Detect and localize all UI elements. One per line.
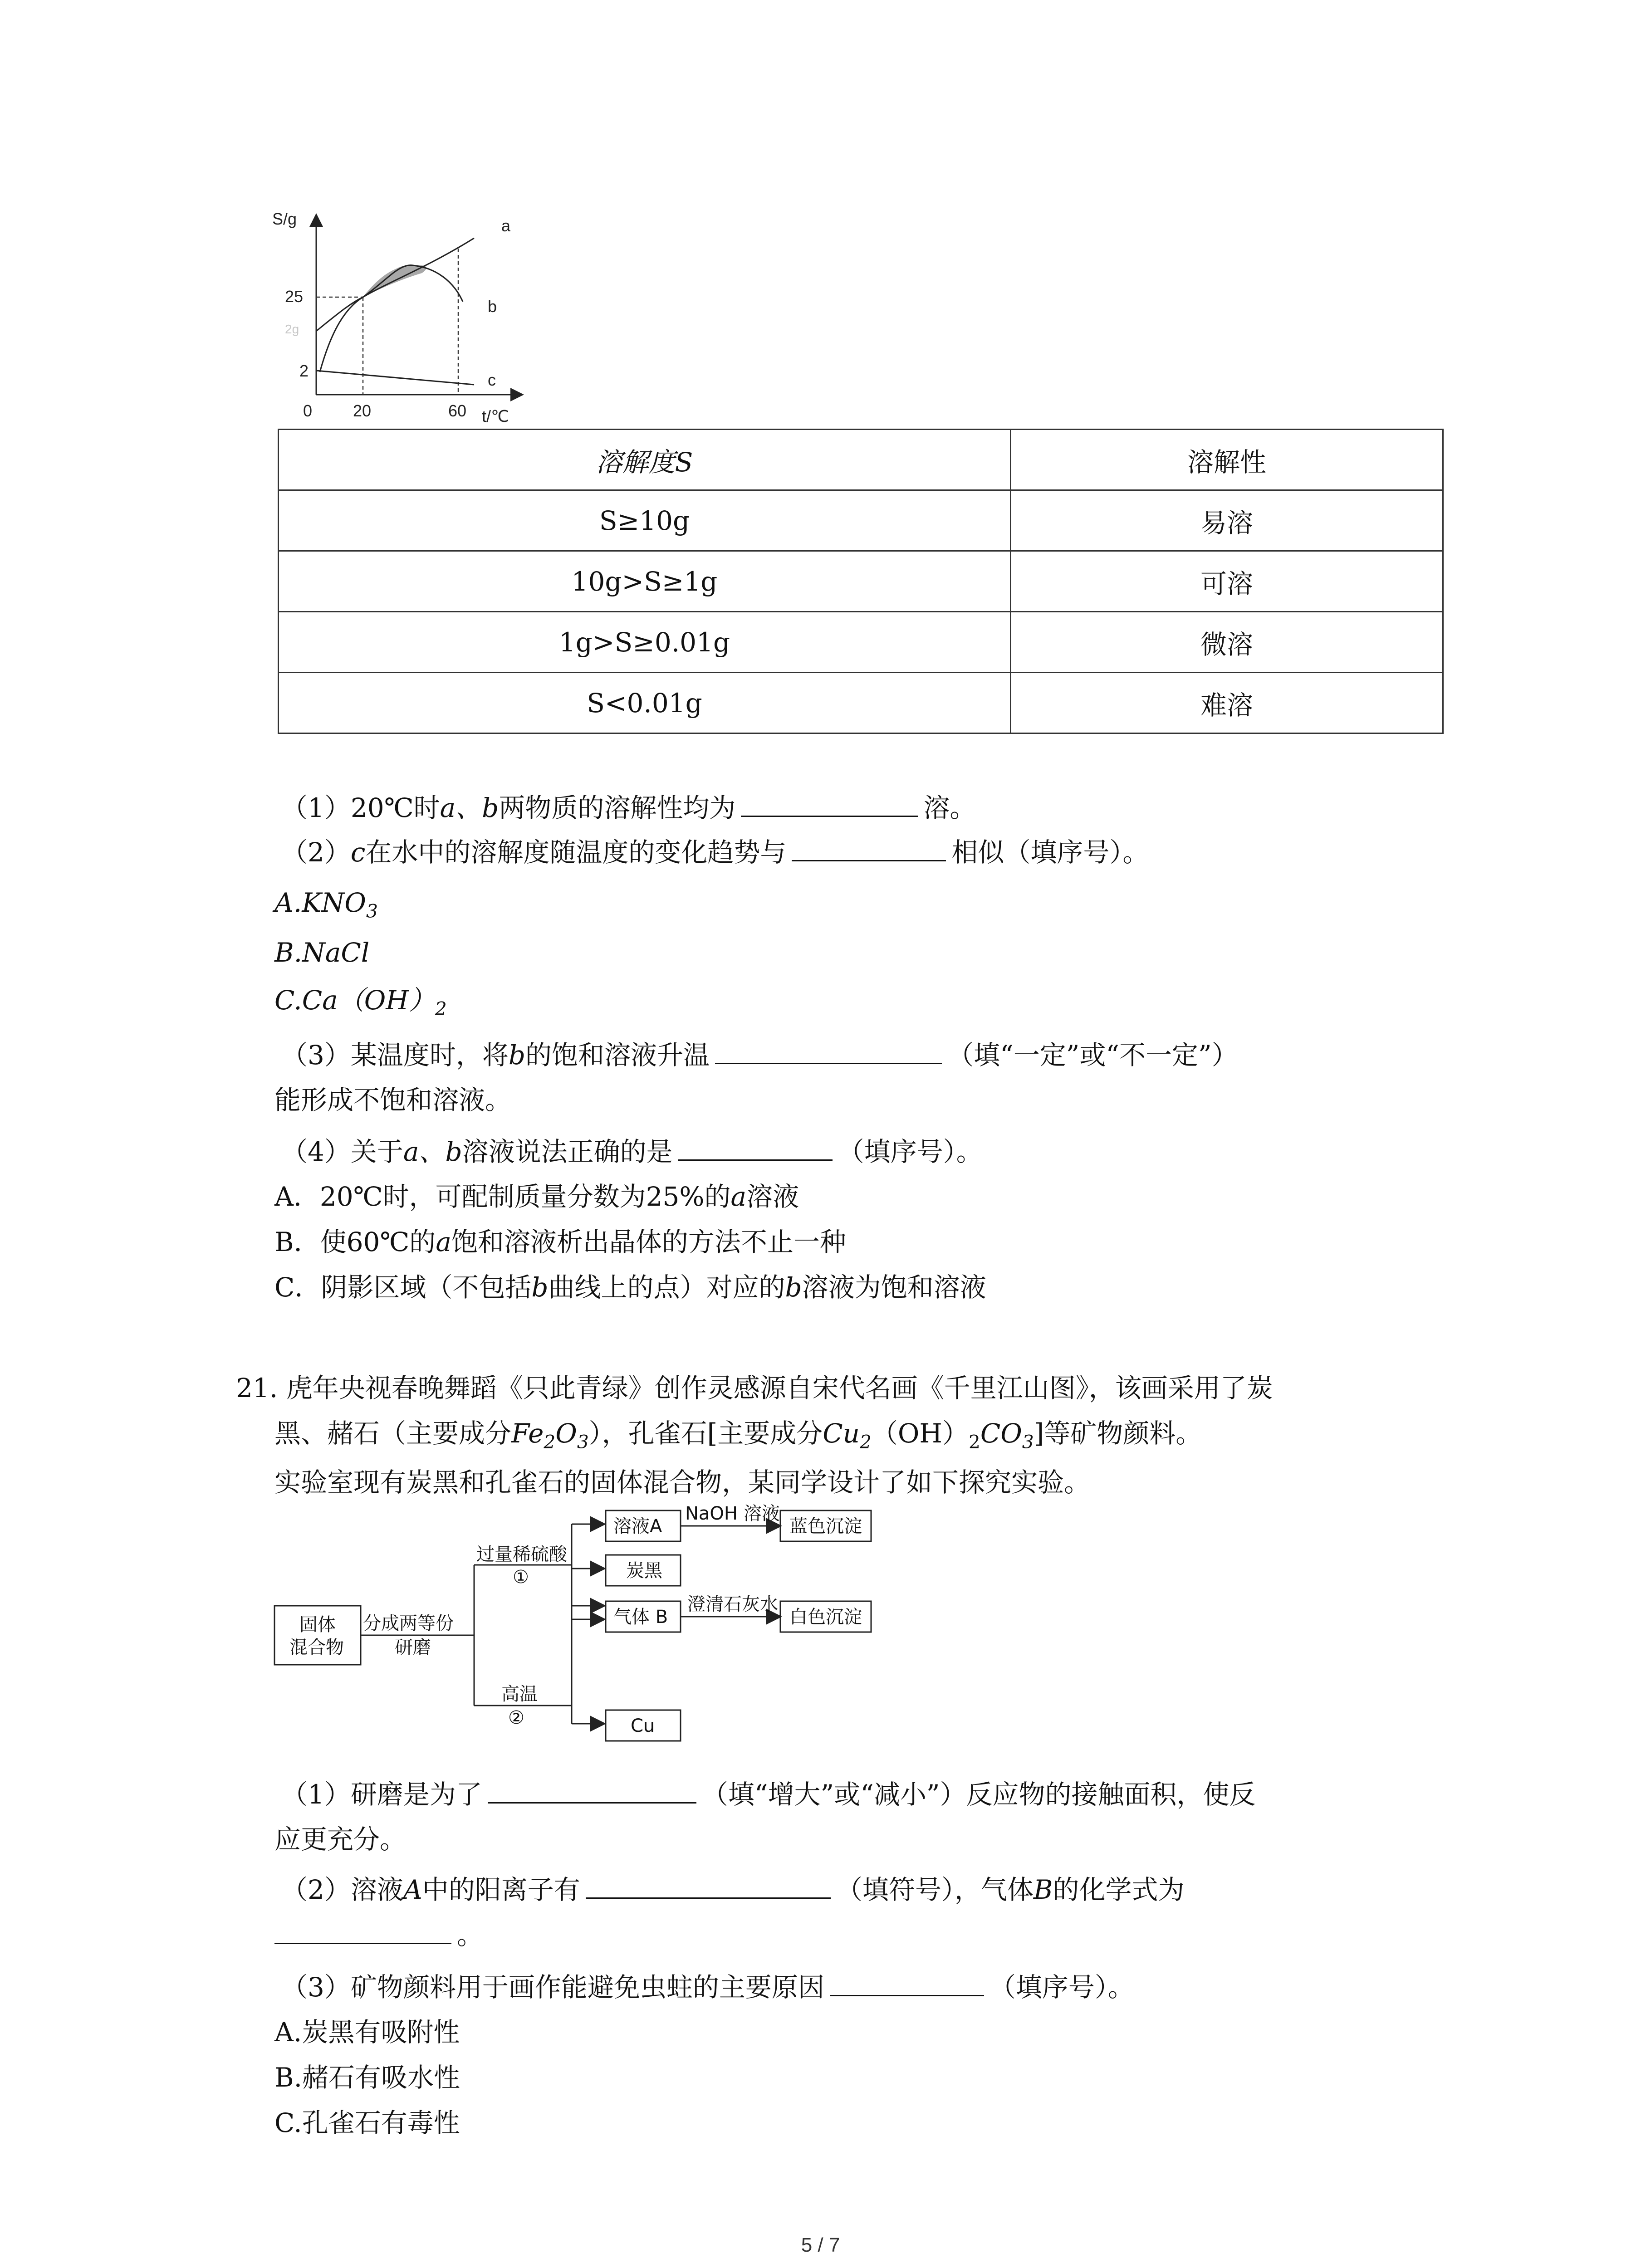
q21-option-c: C.孔雀石有毒性 — [274, 2107, 460, 2138]
curve-c — [316, 371, 474, 385]
table-header-cell: 溶解性 — [1011, 430, 1443, 490]
table-cell: S<0.01g — [279, 673, 1011, 733]
solubility-table — [278, 429, 1444, 734]
grind-label: 研磨 — [395, 1637, 431, 1658]
q21-part1: （1）研磨是为了 （填“增大”或“减小”）反应物的接触面积，使反 — [281, 1776, 1256, 1813]
step2-label: ② — [508, 1707, 524, 1728]
solubility-graph — [272, 195, 526, 431]
q20-part4-option-b: B．使60℃的a饱和溶液析出晶体的方法不止一种 — [274, 1227, 846, 1257]
q20-part3-cont: 能形成不饱和溶液。 — [274, 1085, 512, 1115]
faint-label: 2g — [285, 322, 299, 336]
answer-blank[interactable] — [830, 1969, 984, 1996]
q21-option-b: B.赭石有吸水性 — [274, 2062, 460, 2093]
q21-part2: （2）溶液A中的阳离子有 （填符号），气体B的化学式为 — [281, 1871, 1184, 1908]
acid-label: 过量稀硫酸 — [476, 1544, 567, 1565]
q21-option-a: A.炭黑有吸附性 — [274, 2017, 460, 2048]
x-tick-20: 20 — [353, 401, 372, 420]
heat-label: 高温 — [501, 1684, 538, 1705]
white-precipitate-label: 白色沉淀 — [789, 1607, 862, 1628]
y-tick-2: 2 — [299, 362, 309, 380]
q20-part2: （2）c在水中的溶解度随温度的变化趋势与 相似（填序号）。 — [281, 834, 1149, 870]
y-tick-25: 25 — [285, 287, 304, 306]
table-cell: 1g>S≥0.01g — [279, 612, 1011, 673]
carbon-black-label: 炭黑 — [626, 1560, 662, 1581]
table-row — [279, 612, 1443, 673]
table-cell: 易溶 — [1011, 490, 1443, 551]
cu-label: Cu — [631, 1716, 655, 1736]
table-header-row — [279, 430, 1443, 490]
answer-blank[interactable] — [741, 789, 918, 817]
question-number: 21. — [236, 1373, 278, 1403]
curve-label-b: b — [488, 297, 497, 316]
q20-option-c: $C.Ca(OH)_2$ — [274, 985, 447, 1020]
x-tick-60: 60 — [448, 401, 467, 420]
solid-label-2: 混合物 — [289, 1637, 344, 1658]
q20-part1: （1）20℃时a、b两物质的溶解性均为 溶。 — [281, 789, 976, 826]
answer-blank[interactable] — [715, 1036, 942, 1064]
table-cell: S≥10g — [279, 490, 1011, 551]
q21-line3: 实验室现有炭黑和孔雀石的固体混合物，某同学设计了如下探究实验。 — [274, 1467, 1091, 1498]
q21-part2-cont: 。 — [274, 1916, 483, 1953]
table-header-cell: 溶解度S — [279, 430, 1011, 490]
q20-part4-option-a: A．20℃时，可配制质量分数为25%的a溶液 — [274, 1181, 799, 1212]
q20-part4-option-c: C．阴影区域（不包括b曲线上的点）对应的b溶液为饱和溶液 — [274, 1272, 986, 1303]
x-tick-0: 0 — [303, 401, 313, 420]
blue-precipitate-label: 蓝色沉淀 — [789, 1516, 862, 1537]
q21-part3: （3）矿物颜料用于画作能避免虫蛀的主要原因 （填序号）。 — [281, 1969, 1134, 2005]
solid-label-1: 固体 — [299, 1614, 336, 1635]
y-axis-label: S/g — [272, 210, 297, 228]
limewater-label: 澄清石灰水 — [687, 1594, 778, 1615]
gas-b-label: 气体 B — [613, 1607, 668, 1628]
q20-part3: （3）某温度时，将b的饱和溶液升温 （填“一定”或“不一定”） — [281, 1036, 1238, 1073]
answer-blank[interactable] — [274, 1916, 451, 1944]
curve-label-a: a — [501, 216, 511, 235]
q21-part1-cont: 应更充分。 — [274, 1824, 407, 1855]
answer-blank[interactable] — [586, 1871, 831, 1899]
naoh-label: NaOH 溶液 — [685, 1503, 780, 1524]
experiment-flowchart — [272, 1503, 916, 1769]
curve-label-c: c — [488, 371, 496, 389]
split-label: 分成两等份 — [363, 1613, 454, 1634]
q20-option-b: B.NaCl — [274, 937, 370, 968]
q21-line1: 21. 虎年央视春晚舞蹈《只此青绿》创作灵感源自宋代名画《千里江山图》，该画采用了炭 — [236, 1373, 1273, 1403]
table-cell: 微溶 — [1011, 612, 1443, 673]
q21-line2: 黑、赭石（主要成分$Fe_2O_3$），孔雀石[主要成分$Cu_2(OH)_2CO_3$]等矿物颜料。 — [274, 1418, 1202, 1453]
q20-option-a: $A.KNO_3$ — [274, 887, 378, 922]
solution-a-label: 溶液A — [613, 1516, 662, 1537]
table-row — [279, 551, 1443, 612]
table-row — [279, 490, 1443, 551]
table-cell: 10g>S≥1g — [279, 551, 1011, 612]
answer-blank[interactable] — [792, 834, 946, 861]
table-row — [279, 673, 1443, 733]
answer-blank[interactable] — [488, 1776, 696, 1804]
step1-label: ① — [513, 1567, 529, 1588]
x-axis-label: t/℃ — [482, 407, 509, 425]
table-cell: 可溶 — [1011, 551, 1443, 612]
table-cell: 难溶 — [1011, 673, 1443, 733]
page-number: 5 / 7 — [801, 2234, 840, 2256]
q20-part4: （4）关于a、b溶液说法正确的是 （填序号）。 — [281, 1133, 983, 1170]
curve-a — [320, 238, 474, 372]
answer-blank[interactable] — [678, 1133, 833, 1161]
